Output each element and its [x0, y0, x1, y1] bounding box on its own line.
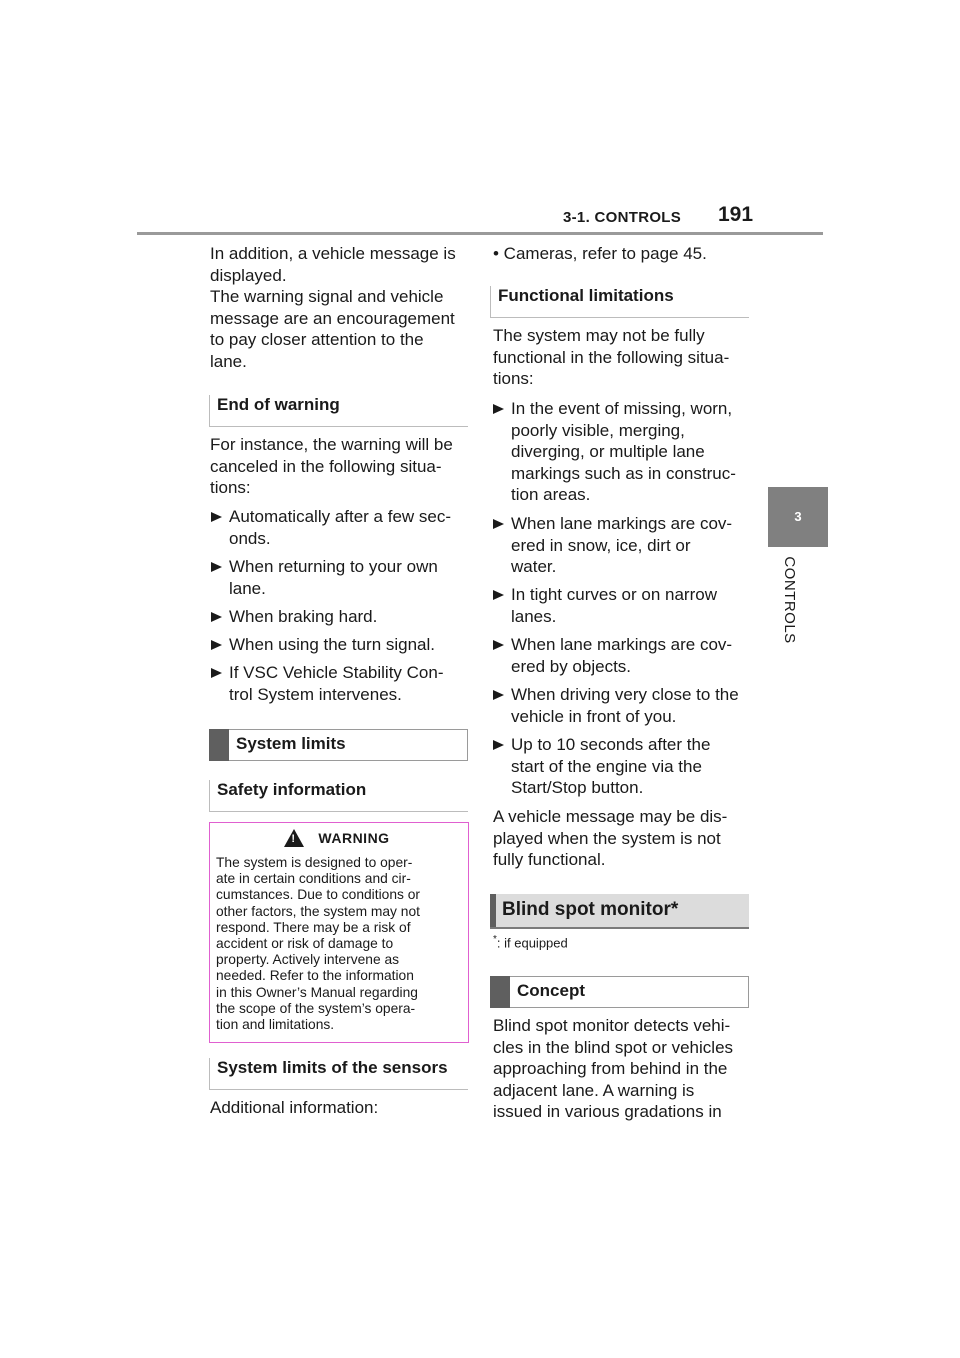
chapter-label: CONTROLS	[781, 556, 798, 644]
additional-information: Additional information:	[210, 1098, 379, 1117]
list-item: In tight curves or on narrow lanes.	[493, 584, 766, 627]
page-number: 191	[718, 203, 754, 226]
heading-marker	[209, 729, 229, 761]
cameras-item: • Cameras, refer to page 45.	[493, 244, 707, 263]
intro-paragraph: In addition, a vehicle message is displayed. The warning signal and vehicle message are an encouragement to pay closer attention to the lane.	[210, 244, 456, 371]
sensor-limits-heading: System limits of the sensors	[209, 1058, 468, 1090]
list-item: When braking hard.	[211, 606, 479, 628]
list-item: When returning to your own lane.	[211, 556, 479, 599]
functional-paragraph: The system may not be fully functional in the following situa- tions:	[493, 326, 730, 388]
concept-paragraph: Blind spot monitor detects vehi- cles in the blind spot or vehicles approaching from behind in the adjacent lane. A warning is issued in various gradations in	[493, 1016, 734, 1121]
list-item: When lane markings are cov- ered in snow, ice, dirt or water.	[493, 513, 766, 578]
concept-heading: Concept	[490, 976, 749, 1008]
warning-text: The system is designed to oper- ate in certain conditions and cir- cumstances. Due to conditions or other factors, the system may not respond. There may be a risk of accident or risk of damage to property. Actively intervene as needed. Refer to the information in this Owner’s Manual regarding the scope of the system’s opera- tion and limitations.	[216, 855, 420, 1033]
heading-marker	[490, 976, 510, 1008]
list-item: When using the turn signal.	[211, 634, 479, 656]
list-item: When driving very close to the vehicle in front of you.	[493, 684, 766, 727]
chapter-tab: 3	[768, 487, 828, 547]
header-rule	[137, 232, 823, 235]
list-item: When lane markings are cov- ered by objects.	[493, 634, 766, 677]
list-item: Automatically after a few sec- onds.	[211, 506, 479, 549]
message-paragraph: A vehicle message may be dis- played when the system is not fully functional.	[493, 807, 728, 869]
functional-limitations-heading: Functional limitations	[490, 286, 749, 318]
blind-spot-monitor-heading: Blind spot monitor*	[490, 894, 749, 929]
end-of-warning-heading: End of warning	[209, 395, 468, 427]
safety-information-heading: Safety information	[209, 780, 468, 812]
system-limits-heading: System limits	[209, 729, 468, 761]
warning-triangle-icon	[284, 829, 304, 847]
cancel-paragraph: For instance, the warning will be canceled in the following situa- tions:	[210, 435, 453, 497]
list-item: Up to 10 seconds after the start of the engine via the Start/Stop button.	[493, 734, 766, 799]
warning-box	[209, 822, 469, 1043]
footnote: *: if equipped	[493, 934, 568, 951]
heading-marker	[490, 894, 496, 927]
section-title: 3-1. CONTROLS	[563, 209, 682, 226]
list-item: In the event of missing, worn, poorly visible, merging, diverging, or multiple lane markings such as in construc- tion areas.	[493, 398, 766, 506]
warning-title: ! WARNING	[210, 830, 468, 846]
list-item: If VSC Vehicle Stability Con- trol System intervenes.	[211, 662, 479, 705]
